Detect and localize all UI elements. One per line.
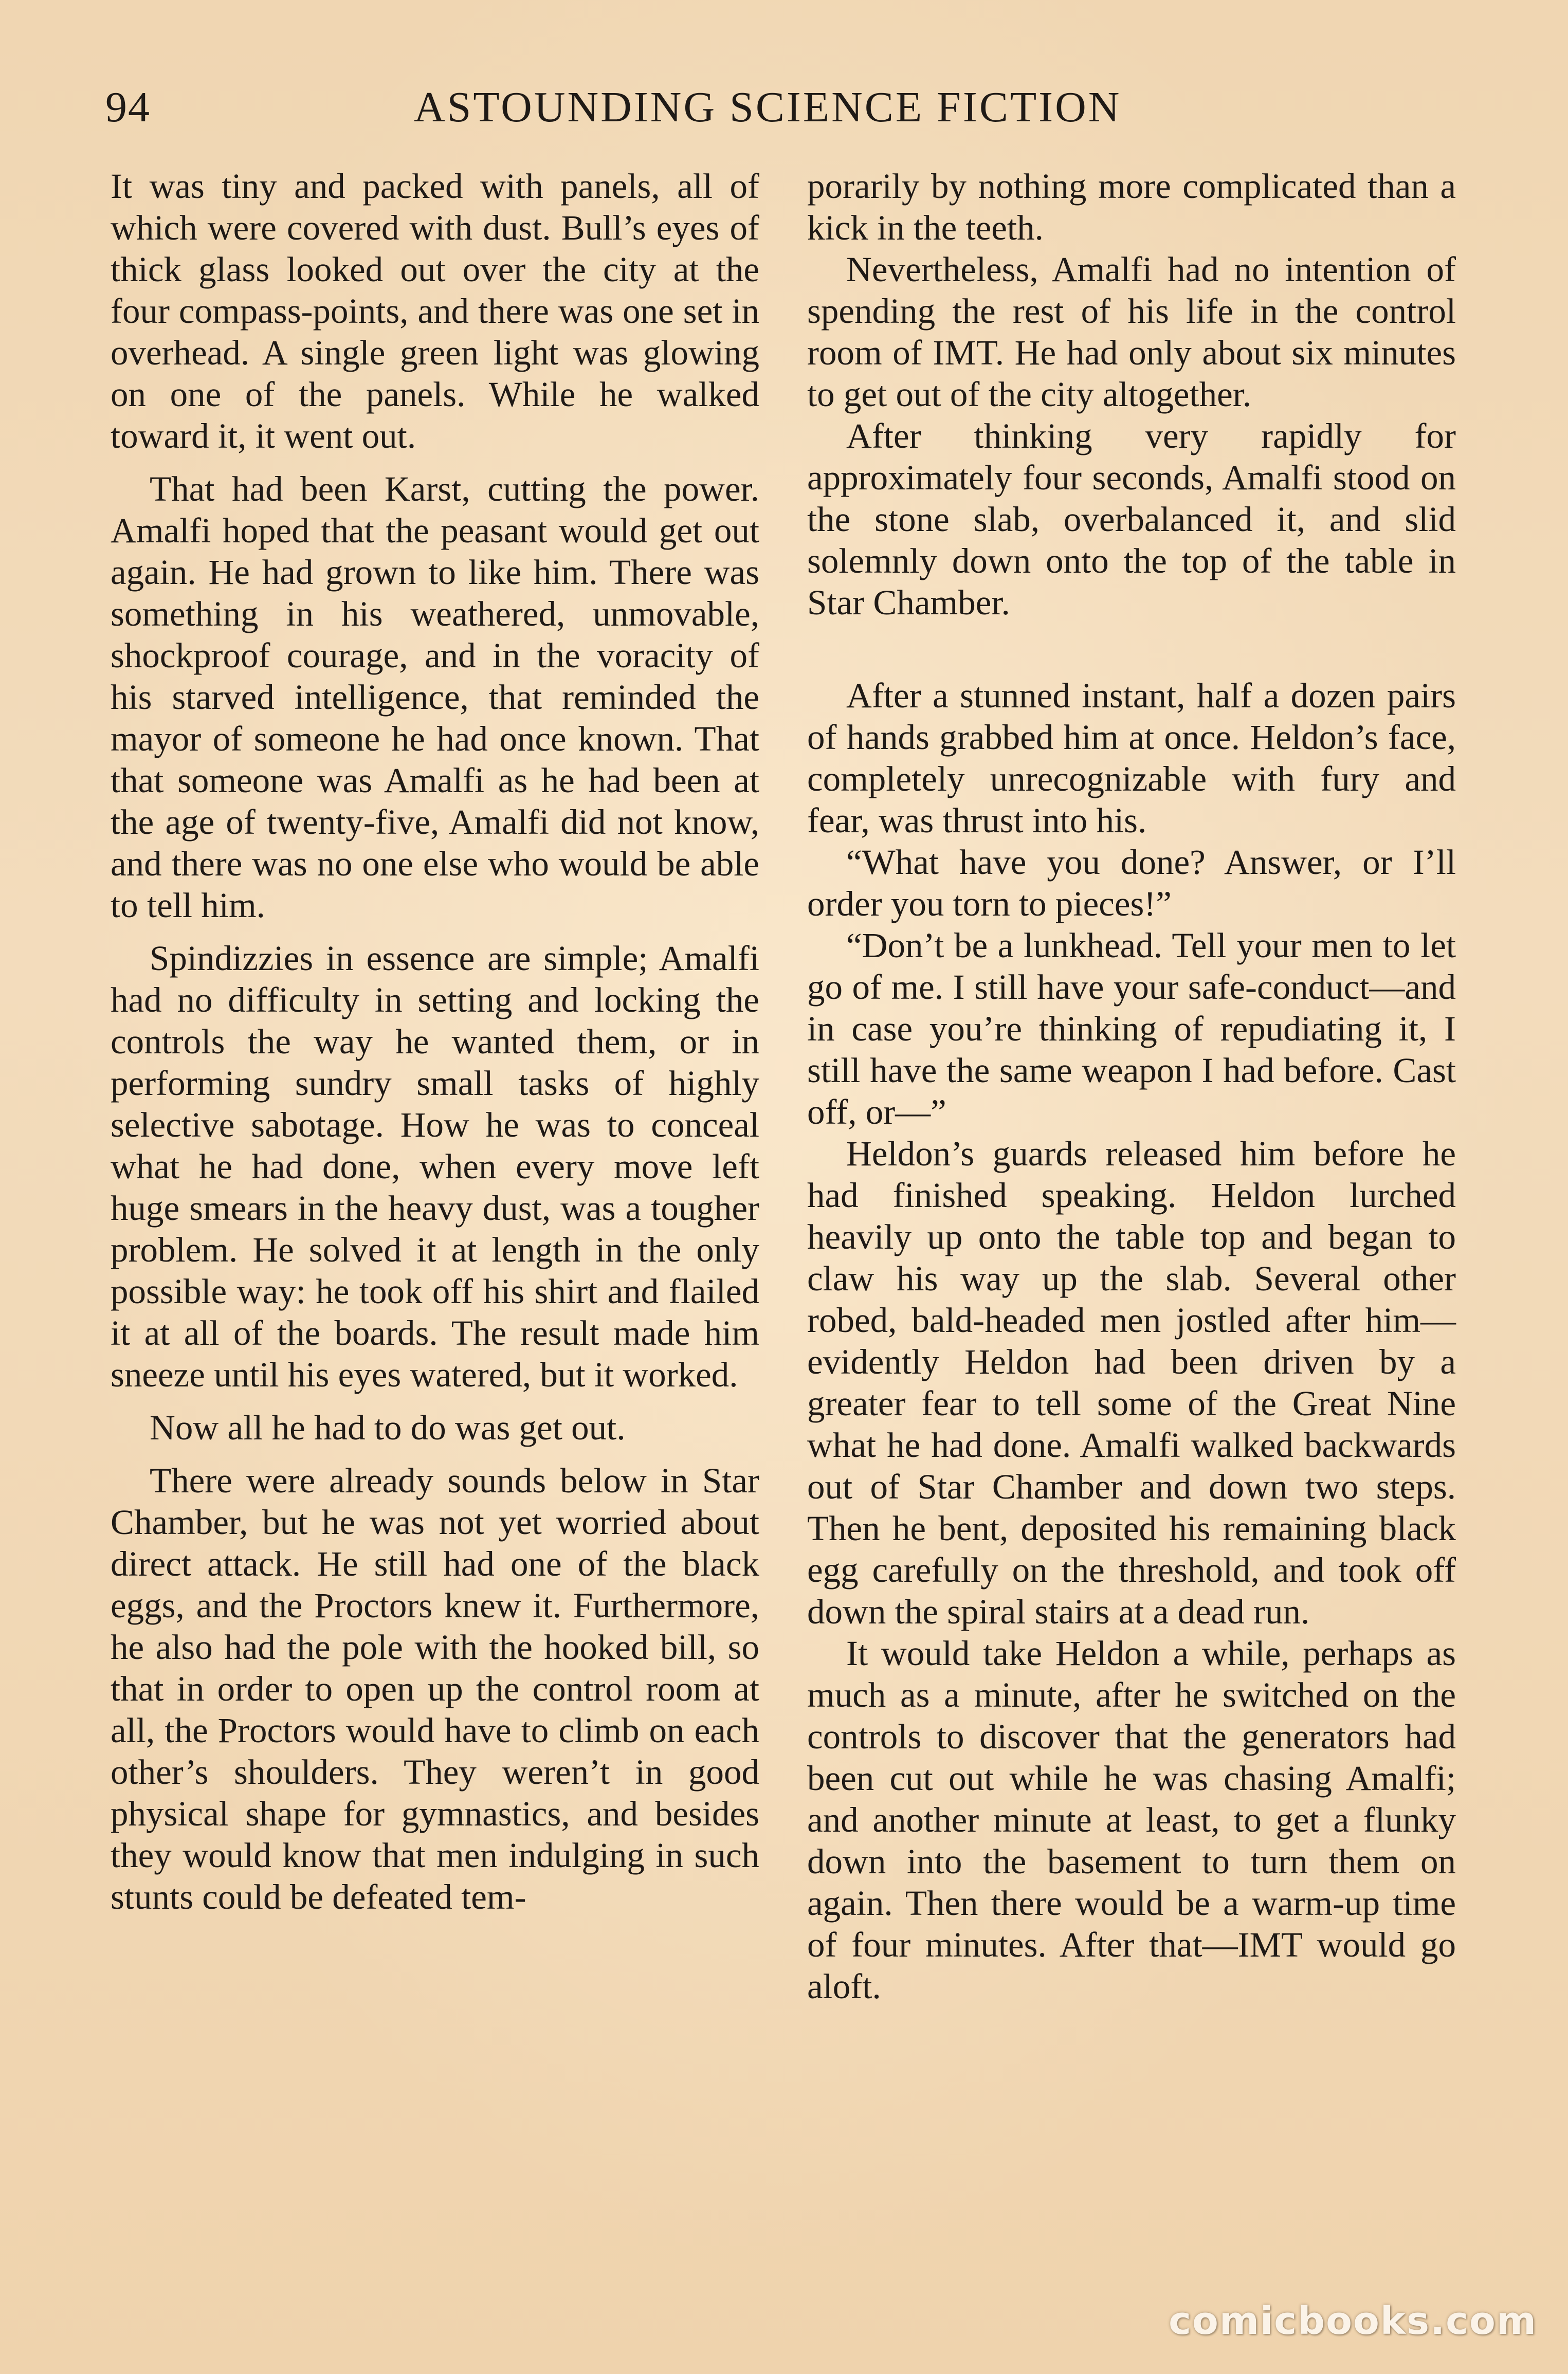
page-header (0, 82, 1568, 154)
watermark: comicbooks.com (1169, 2299, 1537, 2343)
paragraph-sounds-below: There were already sounds below in Star Chamber, but he was not yet worried about direct attack. He still had one of the black eggs, and the Proctors knew it. Furthermore, he also had the pole with the hooked bill, so that in order to open up the control room at all, the Proctors would have to climb on each other’s shoulders. They weren’t in good physical shape for gymnastics, and besides they would know that men indulging in such stunts could be defeated tem- (111, 1461, 759, 1916)
paragraph-get-out: Now all he had to do was get out. (150, 1408, 626, 1447)
paragraph-guards-release: Heldon’s guards released him before he had finished speaking. Heldon lurched heavily up onto the table top and began to claw his way up the slab. Several other robed, bald-headed men jostled after him—evidently Heldon had been driven by a greater fear to tell some of the Great Nine what he had done. Amalfi walked backwards out of Star Chamber and down two steps. Then he bent, deposited his remaining black egg carefully on the threshold, and took off down the spiral stairs at a dead run. (807, 1134, 1456, 1631)
paragraph-nevertheless: Nevertheless, Amalfi had no intention of spending the rest of his life in the control room of IMT. He had only about six minutes to get out of the city altogether. (807, 250, 1456, 414)
paragraph-heldon-demand: “What have you done? Answer, or I’ll order you torn to pieces!” (807, 843, 1456, 923)
paragraph-stunned-instant: After a stunned instant, half a dozen pairs of hands grabbed him at once. Heldon’s face, completely unrecognizable with fury and fear, was thrust into his. (807, 676, 1456, 840)
page-number: 94 (105, 83, 151, 131)
left-column (111, 166, 759, 1918)
paragraph-control-room: It was tiny and packed with panels, all of which were covered with dust. Bull’s eyes of thick glass looked out over the city at the four compass-points, and there was one set in overhead. A single green light was glowing on one of the panels. While he walked toward it, it went out. (111, 167, 759, 455)
paragraph-after-thinking: After thinking very rapidly for approximately four seconds, Amalfi stood on the stone slab, overbalanced it, and slid solemnly down onto the top of the table in Star Chamber. (807, 416, 1456, 622)
paragraph-amalfi-reply: “Don’t be a lunkhead. Tell your men to let go of me. I still have your safe-conduct—and in case you’re thinking of repudiating it, I still have the same weapon I had before. Cast off, or—” (807, 926, 1456, 1131)
paragraph-heldon-while: It would take Heldon a while, perhaps as much as a minute, after he switched on the controls to discover that the generators had been cut out while he was chasing Amalfi; and another minute at least, to get a flunky down into the basement to turn them on again. Then there would be a warm-up time of four minutes. After that—IMT would go aloft. (807, 1634, 1456, 2006)
paragraph-continuation: porarily by nothing more complicated than a kick in the teeth. (807, 167, 1456, 247)
paragraph-spindizzies: Spindizzies in essence are simple; Amalfi had no difficulty in setting and locking the controls the way he wanted them, or in performing sundry small tasks of highly selective sabotage. How he was to conceal what he had done, when every move left huge smears in the heavy dust, was a tougher problem. He solved it at length in the only possible way: he took off his shirt and flailed it at all of the boards. The result made him sneeze until his eyes watered, but it worked. (111, 939, 759, 1394)
running-title: ASTOUNDING SCIENCE FICTION (414, 83, 1122, 131)
right-column (807, 166, 1456, 2007)
paragraph-karst: That had been Karst, cutting the power. Amalfi hoped that the peasant would get out again. He had grown to like him. There was something in his weathered, unmovable, shockproof courage, and in the voracity of his starved intelligence, that reminded the mayor of someone he had once known. That that someone was Amalfi as he had been at the age of twenty-five, Amalfi did not know, and there was no one else who would be able to tell him. (111, 469, 759, 925)
